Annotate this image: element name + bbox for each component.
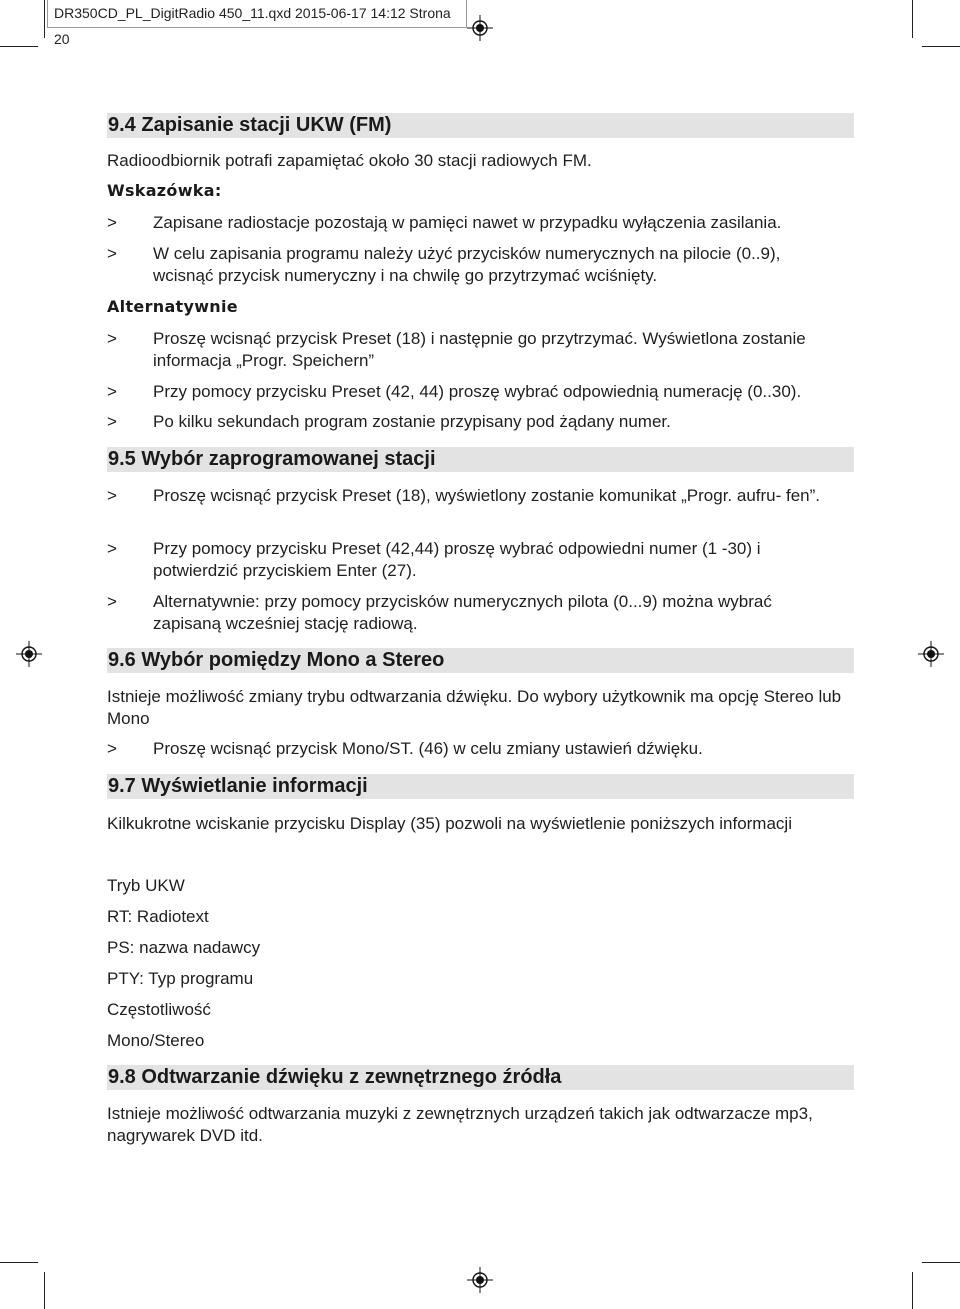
crop-mark-bottom-right xyxy=(912,1272,913,1309)
registration-mark-bottom-icon xyxy=(467,1267,493,1293)
registration-mark-top-icon xyxy=(467,15,493,41)
list-item-text: Przy pomocy przycisku Preset (42,44) proszę wybrać odpowiedni numer (1 -30) i potwierdzić przyciskiem Enter (27). xyxy=(153,539,761,580)
bullet-marker: > xyxy=(107,486,117,505)
section-9-4-intro: Radioodbiornik potrafi zapamiętać około 30 stacji radiowych FM. xyxy=(107,151,592,170)
crop-mark-top-right-h xyxy=(922,46,960,47)
alternative-item-text: Po kilku sekundach program zostanie przypisany pod żądany numer. xyxy=(153,412,671,431)
bullet-marker: > xyxy=(107,329,117,348)
note-item-text: Zapisane radiostacje pozostają w pamięci nawet w przypadku wyłączenia zasilania. xyxy=(153,213,782,232)
info-list-item: Częstotliwość xyxy=(107,1000,211,1019)
alternative-label: Alternatywnie xyxy=(107,297,238,316)
bullet-marker: > xyxy=(107,244,117,263)
crop-mark-bottom-right-h xyxy=(922,1262,960,1263)
note-item-text: W celu zapisania programu należy użyć przycisków numerycznych na pilocie (0..9), wcisnąć przycisk numeryczny i na chwilę go przytrzymać wciśnięty. xyxy=(153,244,781,285)
bullet-marker: > xyxy=(107,592,117,611)
crop-mark-top-left-h xyxy=(0,46,38,47)
info-list-item: PS: nazwa nadawcy xyxy=(107,938,261,957)
section-heading-9-6: 9.6 Wybór pomiędzy Mono a Stereo xyxy=(107,648,854,673)
crop-mark-bottom-left xyxy=(44,1272,45,1309)
info-list-item: RT: Radiotext xyxy=(107,907,209,926)
bullet-marker: > xyxy=(107,213,117,232)
registration-mark-right-icon xyxy=(918,641,944,667)
section-heading-9-4: 9.4 Zapisanie stacji UKW (FM) xyxy=(107,113,854,138)
list-item-text: Proszę wcisnąć przycisk Mono/ST. (46) w celu zmiany ustawień dźwięku. xyxy=(153,739,703,758)
bullet-marker: > xyxy=(107,739,117,758)
section-9-6-intro: Istnieje możliwość zmiany trybu odtwarzania dźwięku. Do wybory użytkownik ma opcję Stereo lub Mono xyxy=(107,687,842,728)
bullet-marker: > xyxy=(107,539,117,558)
list-item-text: Alternatywnie: przy pomocy przycisków numerycznych pilota (0...9) można wybrać zapisaną wcześniej stację radiową. xyxy=(153,592,772,633)
info-list-item: PTY: Typ programu xyxy=(107,969,254,988)
crop-mark-top-right xyxy=(912,0,913,38)
section-heading-9-7: 9.7 Wyświetlanie informacji xyxy=(107,774,854,799)
bullet-marker: > xyxy=(107,382,117,401)
file-slug: DR350CD_PL_DigitRadio 450_11.qxd 2015-06-17 14:12 Strona 20 xyxy=(47,0,467,28)
crop-mark-bottom-left-h xyxy=(0,1262,38,1263)
bullet-marker: > xyxy=(107,412,117,431)
crop-mark-top-left xyxy=(44,0,45,38)
alternative-item-text: Proszę wcisnąć przycisk Preset (18) i następnie go przytrzymać. Wyświetlona zostanie informacja „Progr. Speichern” xyxy=(153,329,806,370)
section-9-8-intro: Istnieje możliwość odtwarzania muzyki z zewnętrznych urządzeń takich jak odtwarzacze mp3, nagrywarek DVD itd. xyxy=(107,1104,813,1145)
info-list-item: Tryb UKW xyxy=(107,876,185,895)
note-label: Wskazówka: xyxy=(107,181,222,200)
section-heading-9-5: 9.5 Wybór zaprogramowanej stacji xyxy=(107,447,854,472)
section-heading-9-8: 9.8 Odtwarzanie dźwięku z zewnętrznego źródła xyxy=(107,1065,854,1090)
info-list-item: Mono/Stereo xyxy=(107,1031,205,1050)
section-9-7-intro: Kilkukrotne wciskanie przycisku Display (35) pozwoli na wyświetlenie poniższych informacji xyxy=(107,814,792,833)
list-item-text: Proszę wcisnąć przycisk Preset (18), wyświetlony zostanie komunikat „Progr. aufru- fen”. xyxy=(153,486,821,505)
registration-mark-left-icon xyxy=(16,641,42,667)
alternative-item-text: Przy pomocy przycisku Preset (42, 44) proszę wybrać odpowiednią numerację (0..30). xyxy=(153,382,802,401)
